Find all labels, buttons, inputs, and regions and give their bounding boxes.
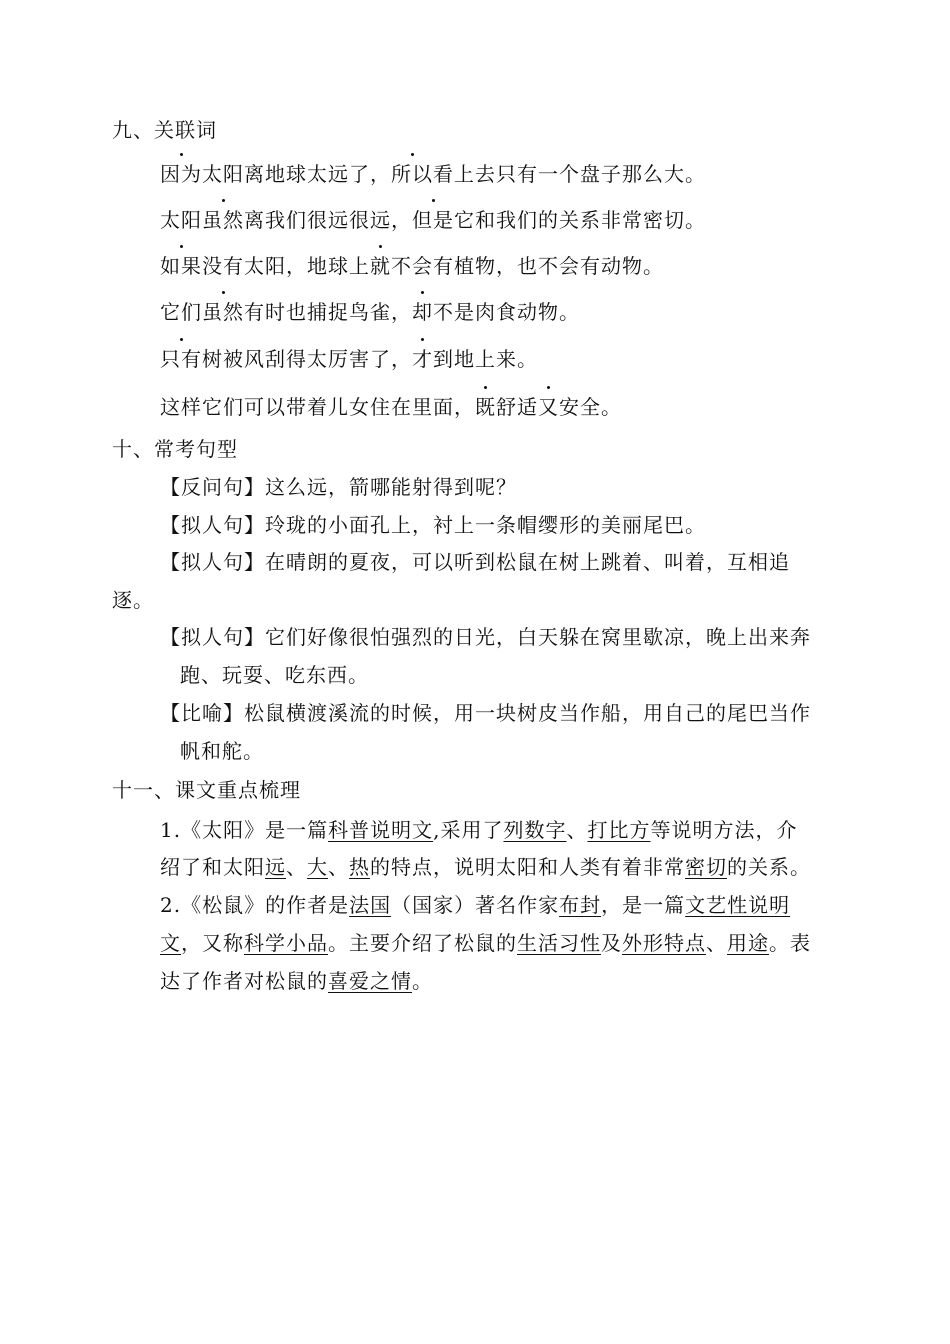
text: 。表 — [769, 931, 811, 955]
sentence-pattern-metaphor-cont: 帆和舵。 — [180, 739, 264, 763]
text: 、 — [286, 855, 307, 879]
conjunction-sentence-6 — [160, 394, 622, 420]
emphasized-conjunction: 才 — [412, 347, 433, 371]
emphasized-conjunction: 如果 — [160, 254, 202, 278]
underlined-term: 法国 — [349, 893, 392, 917]
sentence-text: 有时也捕捉鸟雀， — [244, 300, 412, 324]
underlined-term: 打比方 — [587, 818, 651, 842]
underlined-term: 热 — [349, 855, 370, 879]
emphasized-conjunction: 所以 — [391, 162, 433, 186]
underlined-term: 科学小品 — [244, 931, 328, 955]
emphasized-conjunction: 但是 — [412, 208, 454, 232]
sentence-text: 太阳 — [160, 208, 202, 232]
sentence-pattern-rhetorical: 【反问句】这么远，箭哪能射得到呢？ — [160, 475, 517, 499]
text: 绍了和太阳 — [160, 855, 265, 879]
emphasized-conjunction: 因为 — [160, 162, 202, 186]
emphasized-conjunction: 既 — [475, 395, 496, 419]
conjunction-sentence-4 — [160, 299, 580, 325]
key-point-1-line-1 — [160, 817, 797, 843]
text: 的特点，说明太阳和人类有着非常 — [370, 855, 685, 879]
underlined-term: 文艺性说明 — [685, 893, 791, 917]
sentence-text: 没有太阳，地球上 — [202, 254, 370, 278]
sentence-text: 看上去只有一个盘子那么大。 — [433, 162, 706, 186]
sentence-pattern-personification-2: 【拟人句】在晴朗的夏夜，可以听到松鼠在树上跳着、叫着，互相追 — [160, 550, 790, 574]
text: 、 — [328, 855, 349, 879]
sentence-text: 树被风刮得太厉害了， — [202, 347, 412, 371]
underlined-term: 外形特点 — [622, 931, 706, 955]
sentence-pattern-personification-3: 【拟人句】它们好像很怕强烈的日光，白天躲在窝里歇凉，晚上出来奔 — [160, 625, 811, 649]
emphasized-conjunction: 又 — [538, 395, 559, 419]
emphasized-conjunction: 却 — [412, 300, 433, 324]
sentence-text: 它们 — [160, 300, 202, 324]
sentence-text: 不是肉食动物。 — [433, 300, 580, 324]
sentence-pattern-personification-2-cont: 逐。 — [112, 588, 154, 612]
underlined-term: 文 — [160, 931, 181, 955]
emphasized-conjunction: 只有 — [160, 347, 202, 371]
emphasized-conjunction: 虽然 — [202, 208, 244, 232]
text: 2.《松鼠》的作者是 — [160, 893, 350, 917]
text: （国家）著名作家 — [391, 893, 560, 917]
sentence-text: 安全。 — [559, 395, 622, 419]
sentence-pattern-personification-3-cont: 跑、玩耍、吃东西。 — [180, 663, 369, 687]
text: 。 — [412, 969, 433, 993]
sentence-text: 离我们很远很远， — [244, 208, 412, 232]
underlined-term: 喜爱之情 — [328, 969, 412, 993]
underlined-term: 布封 — [559, 893, 602, 917]
text: 的关系。 — [727, 855, 811, 879]
text: 、 — [566, 818, 588, 842]
underlined-term: 科普说明文 — [328, 818, 434, 842]
sentence-pattern-metaphor: 【比喻】松鼠横渡溪流的时候，用一块树皮当作船，用自己的尾巴当作 — [160, 701, 811, 725]
underlined-term: 远 — [265, 855, 286, 879]
sentence-text: 不会有植物，也不会有动物。 — [391, 254, 664, 278]
text: ,采用了 — [433, 818, 504, 842]
underlined-term: 用途 — [727, 931, 769, 955]
key-point-2-line-3 — [160, 968, 433, 994]
sentence-text: 太阳离地球太远了， — [202, 162, 391, 186]
sentence-text: 到地上来。 — [433, 347, 538, 371]
conjunction-sentence-3 — [160, 253, 664, 279]
key-point-2-line-2 — [160, 930, 811, 956]
underlined-term: 列数字 — [503, 818, 567, 842]
text: 、 — [706, 931, 727, 955]
emphasized-conjunction: 虽然 — [202, 300, 244, 324]
emphasized-conjunction: 就 — [370, 254, 391, 278]
text: 。主要介绍了松鼠的 — [328, 931, 517, 955]
text: ，又称 — [181, 931, 244, 955]
sentence-pattern-personification-1: 【拟人句】玲珑的小面孔上，衬上一条帽缨形的美丽尾巴。 — [160, 513, 706, 537]
text: 1.《太阳》是一篇 — [160, 818, 329, 842]
conjunction-sentence-5 — [160, 346, 538, 372]
sentence-text: 舒适 — [496, 395, 538, 419]
underlined-term: 密切 — [685, 855, 727, 879]
text: 达了作者对松鼠的 — [160, 969, 328, 993]
key-point-2-line-1 — [160, 892, 790, 918]
section-heading-sentence-patterns: 十、常考句型 — [112, 437, 238, 461]
sentence-text: 这样它们可以带着儿女住在里面， — [160, 395, 475, 419]
conjunction-sentence-2 — [160, 207, 706, 233]
sentence-text: 它和我们的关系非常密切。 — [454, 208, 706, 232]
conjunction-sentence-1 — [160, 161, 706, 187]
text: ，是一篇 — [601, 893, 686, 917]
key-point-1-line-2 — [160, 854, 811, 880]
section-heading-conjunctions: 九、关联词 — [112, 118, 217, 142]
underlined-term: 大 — [307, 855, 328, 879]
text: 等说明方法，介 — [650, 818, 798, 842]
section-heading-key-points: 十一、课文重点梳理 — [112, 778, 301, 802]
text: 及 — [601, 931, 622, 955]
underlined-term: 生活习性 — [517, 931, 601, 955]
